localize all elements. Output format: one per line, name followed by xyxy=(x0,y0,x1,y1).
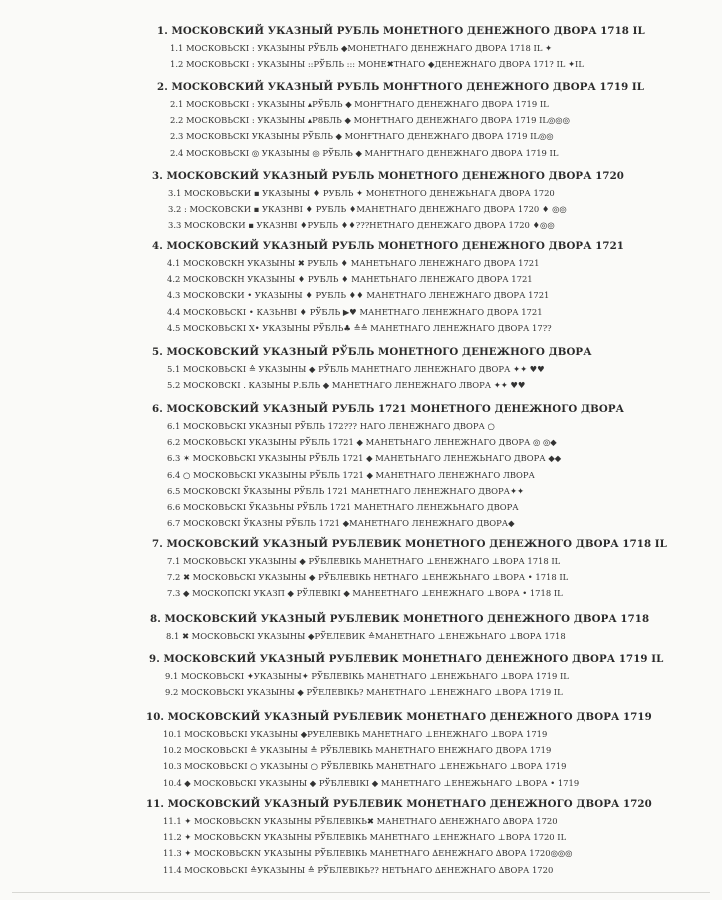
list-item: 2.2 МОСКОВЬСКI : УКАЗЫНЫ ▴Р8БЛЬ ◆ МОНҒТНАГО ДЕНЕЖНАГО ДВОРА 1719 IL◎◎◎ xyxy=(170,115,570,126)
list-item: 11.1 ✦ МОСКОВЬСКN УКАЗЫНЫ РЎБЛЕВIКЬ✖ МАНЕТНАГО ∆ЕНЕЖНАГО ∆ВОРА 1720 xyxy=(163,816,558,826)
list-item: 6.6 МОСКОВЬСКI ЎКАЗЬНЫ РЎБЛЬ 1721 МАНЕТНАГО ЛЕНЕЖЬНАГО ДВОРА xyxy=(167,502,519,513)
section-title: 9. МОСКОВСКИЙ УКАЗНЫЙ РУБЛЕВИК МОНЕТНАГО ДЕНЕЖНОГО ДВОРА 1719 IL xyxy=(149,653,664,665)
section-10 xyxy=(146,710,652,791)
list-item: 6.3 ✶ МОСКОВЬСКI УКАЗЫНЫ РЎБЛЬ 1721 ◆ МАНЕТЬНАГО ЛЕНЕЖЬНАГО ДВОРА ◆◆ xyxy=(167,453,562,464)
section-title: 7. МОСКОВСКИЙ УКАЗНЫЙ РУБЛЕВИК МОНЕТНОГО ДЕНЕЖНОГО ДВОРА 1718 IL xyxy=(152,538,667,550)
section-title: 1. МОСКОВСКИЙ УКАЗНЫЙ РУБЛЬ МОНЕТНОГО ДЕНЕЖНОГО ДВОРА 1718 IL xyxy=(157,25,645,37)
list-item: 2.1 МОСКОВЬСКI : УКАЗЫНЫ ▴РЎБЛЬ ◆ МОНҒТНАГО ДЕНЕЖНАГО ДВОРА 1719 IL xyxy=(170,99,549,109)
list-item: 11.3 ✦ МОСКОВЬСКN УКАЗЫНЫ РЎБЛЕВIКЬ МАНЕТНАГО ∆ЕНЕЖНАГО ∆ВОРА 1720◎◎◎ xyxy=(163,848,573,859)
section-title: 5. МОСКОВСКИЙ УКАЗНЫЙ РЎБЛЬ МОНЕТНОГО ДЕНЕЖНОГО ДВОРА xyxy=(152,346,592,358)
list-item: 11.2 ✦ МОСКОВЬСКN УКАЗЫНЫ РЎБЛЕВIКЬ МАНЕТНАГО ⊥ЕНЕЖНАГО ⊥ВОРА 1720 IL xyxy=(163,832,567,843)
section-5 xyxy=(152,345,592,393)
list-item: 4.1 МОСКОВСКН УКАЗЫНЫ ✖ РУБЛЬ ♦ МАНЕТЬНАГО ЛЕНЕЖНАГО ДВОРА 1721 xyxy=(167,258,540,268)
list-item: 4.5 МОСКОВЬСКI X• УКАЗЫНЫ РЎБЛЬ♣ ≙≙ МАНЕТНАГО ЛЕНЕЖНАГО ДВОРА 17?? xyxy=(167,322,552,333)
page-edge-divider xyxy=(12,892,710,893)
section-title: 11. МОСКОВСКИЙ УКАЗНЫЙ РУБЛЕВИК МОНЕТНАГО ДЕНЕЖНОГО ДВОРА 1720 xyxy=(146,798,652,810)
list-item: 3.3 МОСКОВСКИ ▪ УКАЗНВI ♦РУБЛЬ ♦♦???НЕТНАГО ДЕНЕЖАГО ДВОРА 1720 ♦◎◎ xyxy=(168,220,555,231)
list-item: 10.1 МОСКОВЬСКI УКАЗЫНЫ ◆РУЕЛЕВIКЬ МАНЕТНАГО ⊥ЕНЕЖНАГО ⊥ВОРА 1719 xyxy=(163,729,548,739)
list-item: 1.1 МОСКОВЬСКI : УКАЗЫНЫ РЎБЛЬ ◆МОНЕТНАГО ДЕНЕЖНАГО ДВОРА 1718 IL ✦ xyxy=(170,43,553,53)
list-item: 4.3 МОСКОВСКИ • УКАЗЫНЫ ♦ РУБЛЬ ♦♦ МАНЕТНАГО ЛЕНЕЖНАГО ДВОРА 1721 xyxy=(167,290,550,301)
list-item: 6.5 МОСКОВСКI ЎКАЗЫНЫ РЎБЛЬ 1721 МАНЕТНАГО ЛЕНЕЖНАГО ДВОРА✦✦ xyxy=(167,485,524,496)
list-item: 5.1 МОСКОВЬСКI ≙ УКАЗЫНЫ ◆ РЎБЛЬ МАНЕТНАГО ЛЕНЕЖНАГО ДВОРА ✦✦ ♥♥ xyxy=(167,364,545,374)
list-item: 4.2 МОСКОВСКН УКАЗЫНЫ ♦ РУБЛЬ ♦ МАНЕТЬНАГО ЛЕНЕЖАГО ДВОРА 1721 xyxy=(167,274,533,285)
list-item: 10.4 ◆ МОСКОВЬСКI УКАЗЫНЫ ◆ РЎБЛЕВIКI ◆ МАНЕТНАГО ⊥ЕНЕЖЬНАГО ⊥ВОРА • 1719 xyxy=(163,777,580,788)
list-item: 7.2 ✖ МОСКОВЬСКI УКАЗЫНЫ ◆ РЎБЛЕВIКЬ НЕТНАГО ⊥ЕНЕЖЬНАГО ⊥ВОРА • 1718 IL xyxy=(167,572,569,583)
list-item: 6.4 ○ МОСКОВЬСКI УКАЗЫНЫ РЎБЛЬ 1721 ◆ МАНЕТНАГО ЛЕНЕЖНАГО ЛВОРА xyxy=(167,469,535,480)
section-title: 4. МОСКОВСКИЙ УКАЗНЫЙ РУБЛЬ МОНЕТНОГО ДЕНЕЖНОГО ДВОРА 1721 xyxy=(152,240,624,252)
section-title: 2. МОСКОВСКИЙ УКАЗНЫЙ РУБЛЬ МОНҒТНОГО ДЕНЕЖНОГО ДВОРА 1719 IL xyxy=(157,81,645,93)
list-item: 3.1 МОСКОВЬСКИ ▪ УКАЗЫНЫ ♦ РУБЛЬ ✦ МОНЕТНОГО ДЕНЕЖЬНАГА ДВОРА 1720 xyxy=(168,188,555,198)
section-title: 10. МОСКОВСКИЙ УКАЗНЫЙ РУБЛЕВИК МОНЕТНАГО ДЕНЕЖНОГО ДВОРА 1719 xyxy=(146,711,652,723)
list-item: 2.4 МОСКОВЬСКI ◎ УКАЗЫНЫ ◎ РЎБЛЬ ◆ МАНҒТНАГО ДЕНЕЖНАГО ДВОРА 1719 IL xyxy=(170,147,559,158)
list-item: 2.3 МОСКОВЬСКI УКАЗЫНЫ РЎБЛЬ ◆ МОНҒТНАГО ДЕНЕЖНАГО ДВОРА 1719 IL◎◎ xyxy=(170,131,554,142)
list-item: 4.4 МОСКОВЬСКI • КАЗЬНВI ♦ РЎБЛЬ ▶♥ МАНЕТНАГО ЛЕНЕЖНАГО ДВОРА 1721 xyxy=(167,306,543,317)
list-item: 6.2 МОСКОВЬСКI УКАЗЫНЫ РЎБЛЬ 1721 ◆ МАНЕТЬНАГО ЛЕНЕЖНАГО ДВОРА ◎ ◎◆ xyxy=(167,437,557,448)
section-7 xyxy=(152,537,667,602)
list-item: 8.1 ✖ МОСКОВЬСКI УКАЗЫНЫ ◆РЎЕЛЕВИК ≙МАНЕТНАГО ⊥ЕНЕЖЬНАГО ⊥ВОРА 1718 xyxy=(166,631,566,641)
list-item: 10.3 МОСКОВЬСКI ○ УКАЗЫНЫ ○ РЎБЛЕВIКЬ МАНЕТНАГО ⊥ЕНЕЖЬНАГО ⊥ВОРА 1719 xyxy=(163,761,567,772)
section-title: 6. МОСКОВСКИЙ УКАЗНЫЙ РУБЛЬ 1721 МОНЕТНОГО ДЕНЕЖНОГО ДВОРА xyxy=(152,403,624,415)
list-item: 7.3 ◆ МОСКОПСКI УКАЗП ◆ РЎЛЕВIКI ◆ МАНЕЕТНАГО ⊥ЕНЕЖНАГО ⊥ВОРА • 1718 IL xyxy=(167,588,563,599)
list-item: 11.4 МОСКОВЬСКI ≙УКАЗЫНЫ ≙ РЎБЛЕВIКЬ?? НЕТЬНАГО ∆ЕНЕЖНАГО ∆ВОРА 1720 xyxy=(163,864,554,875)
list-item: 7.1 МОСКОВЬСКI УКАЗЫНЫ ◆ РЎБЛЕВIКЬ МАНЕТНАГО ⊥ЕНЕЖНАГО ⊥ВОРА 1718 IL xyxy=(167,556,561,566)
section-4 xyxy=(152,239,624,336)
section-1 xyxy=(157,24,645,72)
section-2 xyxy=(157,80,644,161)
section-title: 8. МОСКОВСКИЙ УКАЗНЫЙ РУБЛЕВИК МОНЕТНОГО ДЕНЕЖНОГО ДВОРА 1718 xyxy=(150,613,650,625)
list-item: 6.7 МОСКОВСКI ЎКАЗНЫ РЎБЛЬ 1721 ◆МАНЕТНАГО ЛЕНЕЖНАГО ДВОРА◆ xyxy=(167,518,515,529)
section-title: 3. МОСКОВСКИЙ УКАЗНЫЙ РУБЛЬ МОНЕТНОГО ДЕНЕЖНОГО ДВОРА 1720 xyxy=(152,170,624,182)
section-9 xyxy=(149,652,663,700)
list-item: 9.1 МОСКОВЬСКI ✦УКАЗЫНЫ✦ РЎБЛЕВIКЬ МАНЕТНАГО ⊥ЕНЕЖЬНАГО ⊥ВОРА 1719 IL xyxy=(165,671,569,681)
section-11 xyxy=(146,797,652,878)
list-item: 10.2 МОСКОВЬСКI ≙ УКАЗЫНЫ ≙ РЎБЛЕВIКЬ МАНЕТНАГО ЕНЕЖНАГО ДВОРА 1719 xyxy=(163,745,552,756)
list-item: 3.2 : МОСКОВСКИ ▪ УКАЗНВI ♦ РУБЛЬ ♦МАНЕТНАГО ДЕНЕЖНАГО ДВОРА 1720 ♦ ◎◎ xyxy=(168,204,567,215)
list-item: 1.2 МОСКОВЬСКI : УКАЗЫНЫ ::РЎБЛЬ ::: МОНЕ✖ТНАГО ◆ДЕНЕЖНАГО ДВОРА 171? IL ✦IL xyxy=(170,59,584,70)
section-8 xyxy=(150,612,649,644)
section-6 xyxy=(152,402,624,531)
list-item: 9.2 МОСКОВЬСКI УКАЗЫНЫ ◆ РЎЕЛЕВIКЬ? МАНЕТНАГО ⊥ЕНЕЖНАГО ⊥ВОРА 1719 IL xyxy=(165,687,563,698)
list-item: 6.1 МОСКОВЬСКI УКАЗНЫI РЎБЛЬ 172??? НАГО ЛЕНЕЖНАГО ДВОРА ○ xyxy=(167,421,495,431)
list-item: 5.2 МОСКОВСКI . КАЗЫНЫ Р.БЛЬ ◆ МАНЕТНАГО ЛЕНЕЖНАГО ЛВОРА ✦✦ ♥♥ xyxy=(167,380,526,391)
section-3 xyxy=(152,169,624,234)
